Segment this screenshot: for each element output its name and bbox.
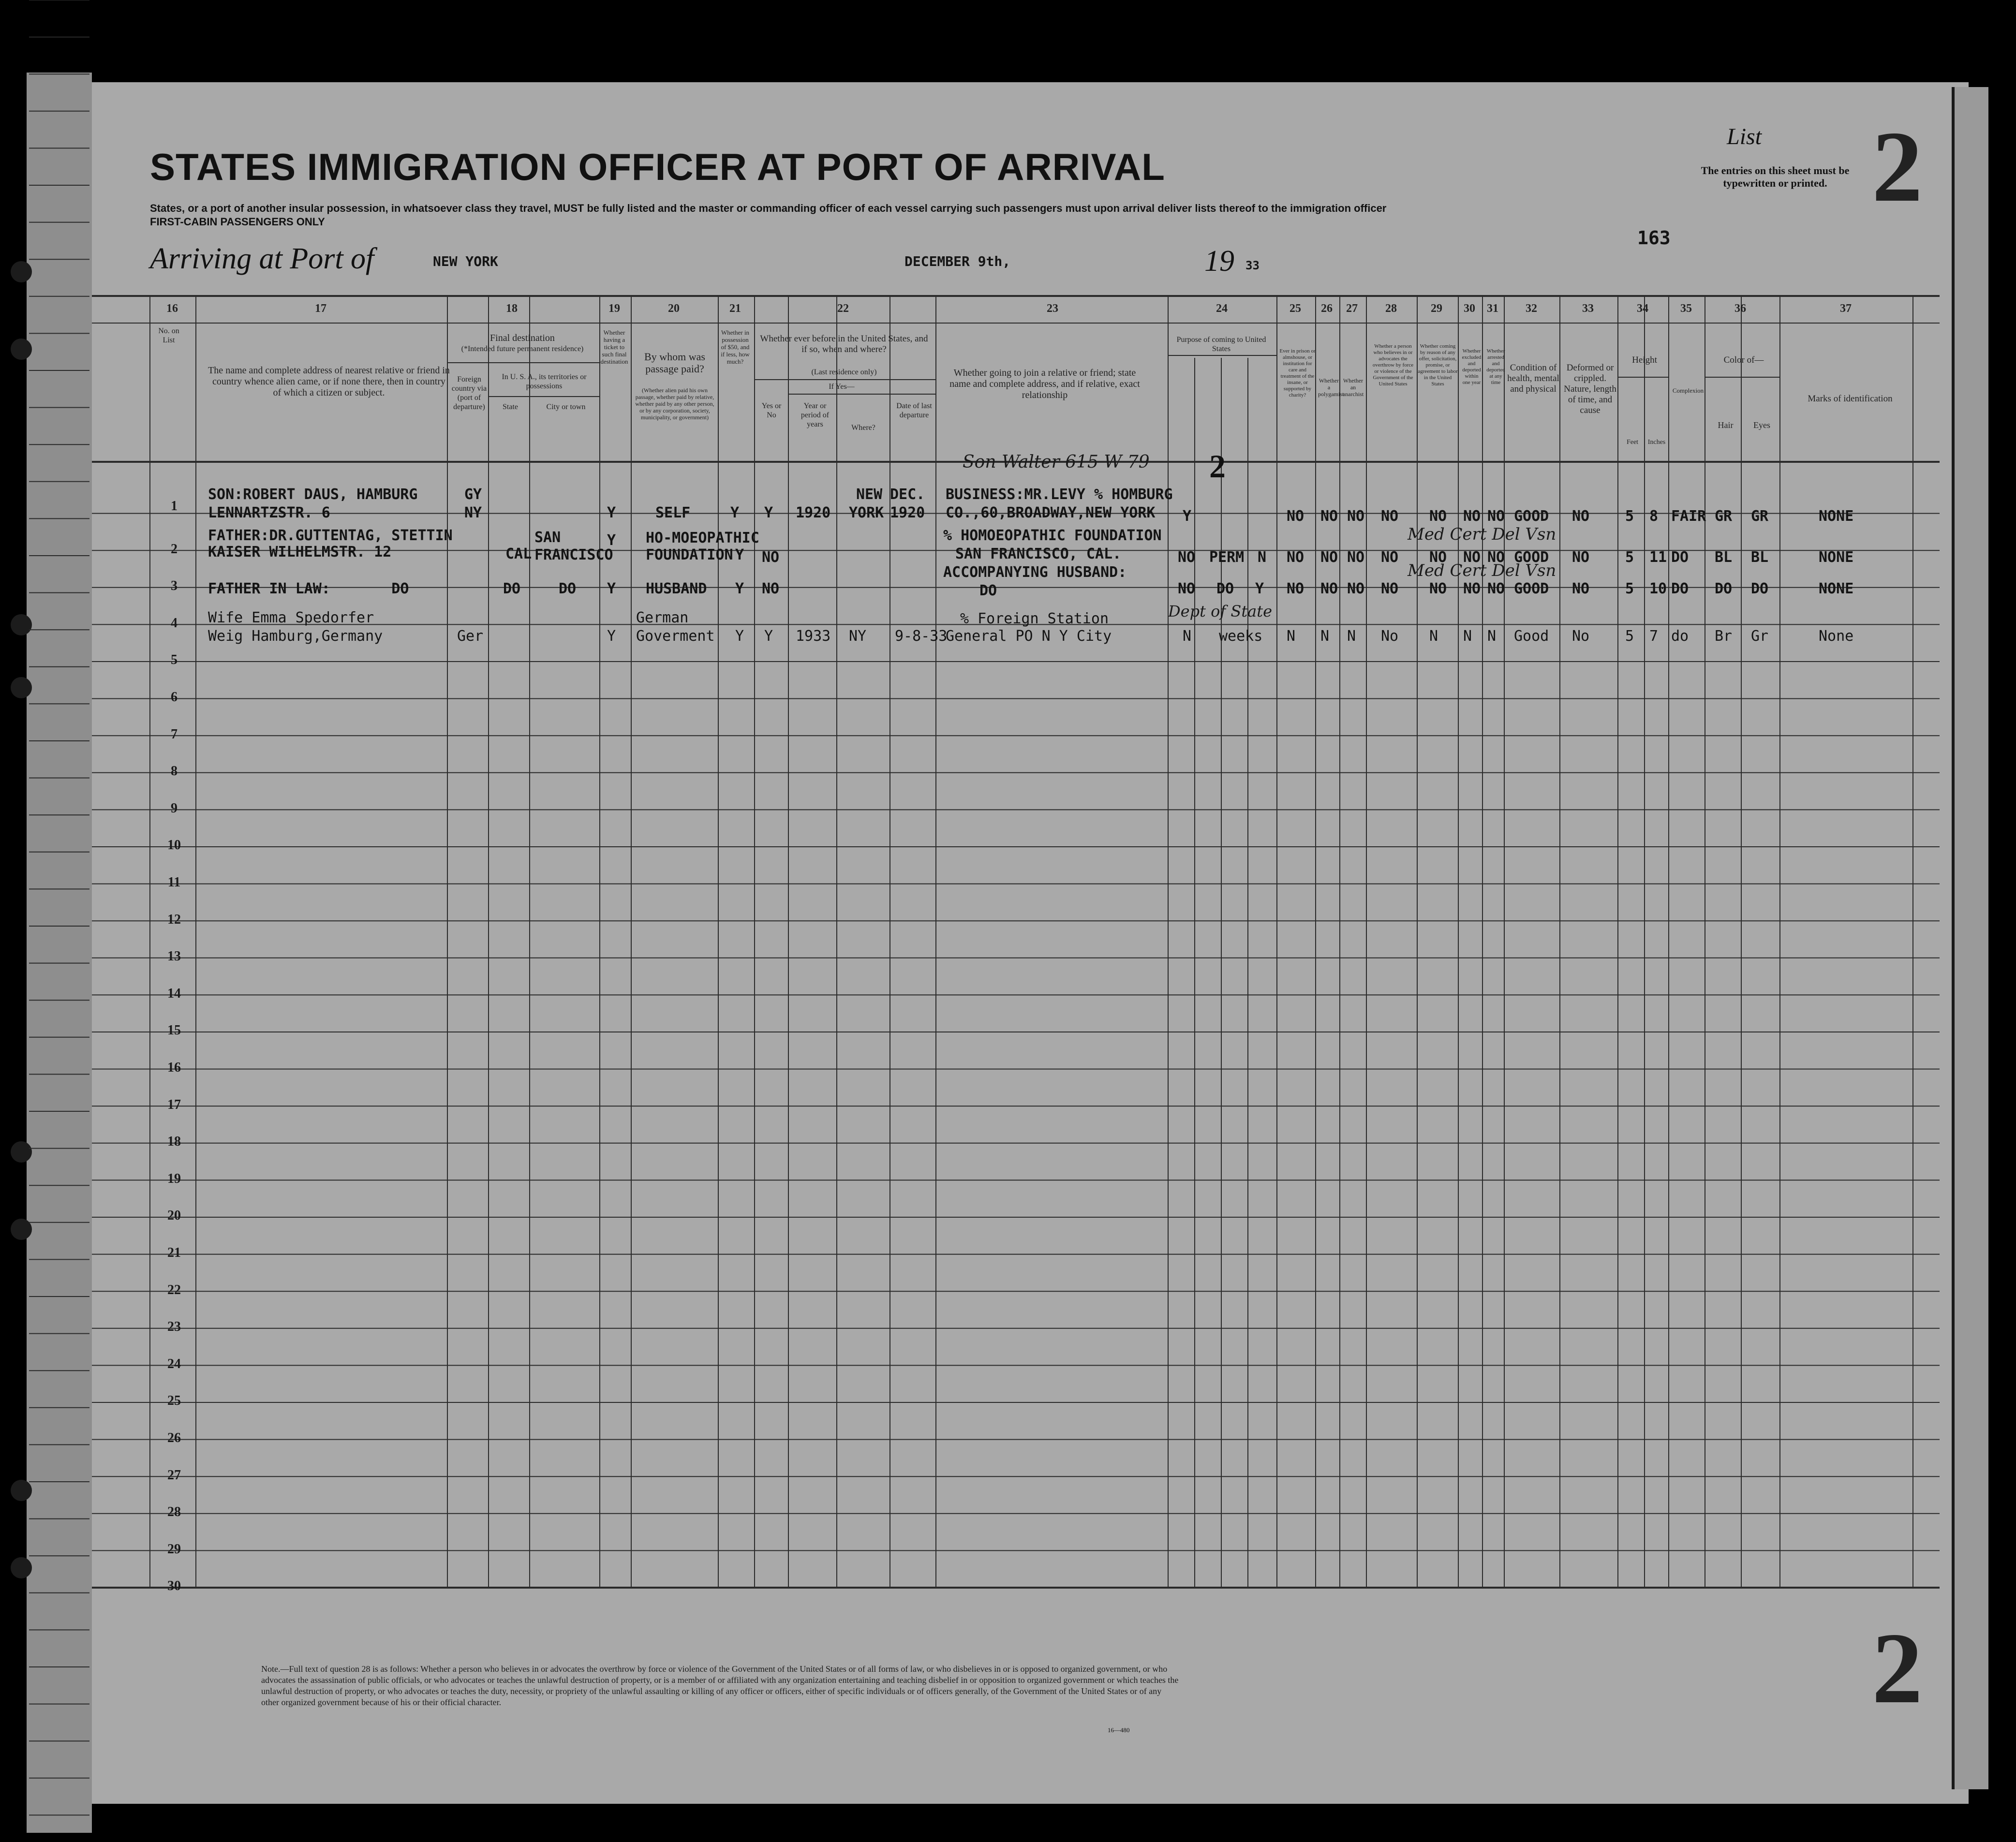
row-number: 23 <box>167 1319 181 1335</box>
header-health: Condition of health, mental and physical <box>1507 363 1559 394</box>
header-foreign-country: Foreign country via (port of departure) <box>451 375 487 411</box>
row-number: 14 <box>167 986 181 1001</box>
row1-inches: 8 <box>1649 508 1659 525</box>
row2-q26: NO <box>1320 549 1338 566</box>
row1-eyes: GR <box>1751 508 1769 525</box>
row1-departure-line1: DEC. <box>890 486 925 503</box>
row2-state: CAL <box>505 545 532 562</box>
row1-q30: NO <box>1463 508 1481 525</box>
row2-passage-line1: HO-MOEOPATHIC <box>646 530 759 546</box>
year-prefix: 19 <box>1204 245 1234 278</box>
row-number: 26 <box>167 1430 181 1445</box>
handwritten-row3-note: Med Cert Del Vsn <box>1408 561 1556 580</box>
row3-eyes: DO <box>1751 580 1769 597</box>
column-number: 31 <box>1487 302 1498 315</box>
column-number: 17 <box>315 302 326 315</box>
handwritten-two: 2 <box>1209 448 1226 485</box>
row4-feet: 5 <box>1625 628 1634 645</box>
row4-before: Y <box>764 628 773 645</box>
row1-q25: NO <box>1287 508 1304 525</box>
row1-q31: NO <box>1487 508 1505 525</box>
column-number: 28 <box>1385 302 1397 315</box>
row3-before: NO <box>762 580 780 597</box>
row1-complexion: FAIR <box>1671 508 1706 525</box>
row4-health: Good <box>1514 628 1549 645</box>
row1-q27: NO <box>1347 508 1365 525</box>
row1-joining-line1: BUSINESS:MR.LEVY % HOMBURG <box>946 486 1173 503</box>
list-number: 2 <box>1872 111 1923 223</box>
row4-year: 1933 <box>796 628 831 645</box>
header-before-us: Whether ever before in the United States, and if so, when and where? <box>760 334 928 354</box>
column-number: 37 <box>1840 302 1852 315</box>
row1-q26: NO <box>1320 508 1338 525</box>
column-number: 26 <box>1321 302 1333 315</box>
row1-foreign-line1: GY <box>464 486 482 503</box>
row3-purpose3: Y <box>1255 580 1264 597</box>
row3-health: GOOD <box>1514 580 1549 597</box>
row2-marks: NONE <box>1819 549 1854 566</box>
row2-hair: BL <box>1715 549 1733 566</box>
entries-note: The entries on this sheet must be typewritten or printed. <box>1701 164 1850 189</box>
form-code: 16—480 <box>1108 1726 1130 1734</box>
row2-q31: NO <box>1487 549 1505 566</box>
header-passage: By whom was passage paid? <box>644 351 705 375</box>
row4-relative-line2: Weig Hamburg,Germany <box>208 628 383 645</box>
row3-ticket: Y <box>607 580 616 597</box>
column-number: 19 <box>608 302 620 315</box>
row-number: 17 <box>167 1097 181 1112</box>
row4-q29: N <box>1429 628 1438 645</box>
column-number: 21 <box>729 302 741 315</box>
row4-relative-line1: Wife Emma Spedorfer <box>208 609 374 626</box>
row3-deformed: NO <box>1572 580 1590 597</box>
row1-where-line1: NEW <box>856 486 883 503</box>
row4-passage-line1: German <box>636 609 689 626</box>
header-polygamist: Whether a polygamist <box>1318 377 1344 398</box>
row1-before: Y <box>764 504 773 521</box>
header-where: Where? <box>851 424 875 432</box>
row2-joining-line1: % HOMOEOPATHIC FOUNDATION <box>943 527 1162 544</box>
row2-q30: NO <box>1463 549 1481 566</box>
header-before-us-sub: (Last residence only) <box>811 368 877 376</box>
row3-passage: HUSBAND <box>646 580 707 597</box>
row-number: 7 <box>171 726 178 742</box>
row1-passage: SELF <box>655 504 691 521</box>
row2-ticket: Y <box>607 532 616 549</box>
header-feet: Feet <box>1626 439 1639 446</box>
row2-q25: NO <box>1287 549 1304 566</box>
row-number: 2 <box>171 541 178 557</box>
row-number: 22 <box>167 1282 181 1297</box>
header-q30: Whether excluded and deported within one year <box>1462 348 1482 385</box>
header-year-period: Year or period of years <box>800 402 830 428</box>
header-deformed: Deformed or crippled. Nature, length of time, and cause <box>1564 363 1616 415</box>
row4-deformed: No <box>1572 628 1590 645</box>
header-marks: Marks of identification <box>1808 394 1893 404</box>
row-number: 20 <box>167 1208 181 1223</box>
row2-complexion: DO <box>1671 549 1689 566</box>
column-number: 35 <box>1680 302 1692 315</box>
handwritten-son-walter: Son Walter 615 W 79 <box>963 452 1150 472</box>
row4-purpose2: weeks <box>1219 628 1263 645</box>
column-number: 16 <box>166 302 178 315</box>
header-joining: Whether going to join a relative or friend; state name and complete address, and if relative, exact relationship <box>949 368 1140 400</box>
row2-passage-line2: FOUNDATION <box>646 546 733 563</box>
row-number: 12 <box>167 912 181 927</box>
row1-q29: NO <box>1429 508 1447 525</box>
row1-where-line2: YORK <box>849 504 884 521</box>
row4-q31: N <box>1487 628 1497 645</box>
row-number: 28 <box>167 1504 181 1520</box>
row-number: 13 <box>167 949 181 964</box>
row3-city: DO <box>559 580 577 597</box>
column-number: 34 <box>1637 302 1648 315</box>
row2-relative-line2: KAISER WILHELMSTR. 12 <box>208 544 392 560</box>
header-complexion: Complexion <box>1672 387 1704 394</box>
header-no-on-list: No. on List <box>158 327 179 344</box>
handwritten-row2-note: Med Cert Del Vsn <box>1408 525 1556 544</box>
row3-fifty: Y <box>735 580 744 597</box>
header-fifty: Whether in possession of $50, and if less, how much? <box>721 329 750 365</box>
column-number: 33 <box>1582 302 1594 315</box>
sheet-number: 163 <box>1637 227 1671 249</box>
row2-inches: 11 <box>1649 549 1667 566</box>
row-number: 24 <box>167 1356 181 1371</box>
row-number: 4 <box>171 615 178 631</box>
header-anarchist: Whether an anarchist <box>1342 377 1364 398</box>
header-final-destination: Final destination <box>490 333 555 343</box>
column-number: 25 <box>1290 302 1301 315</box>
row1-purpose: Y <box>1183 508 1192 525</box>
row1-departure-line2: 1920 <box>890 504 925 521</box>
row1-relative-line1: SON:ROBERT DAUS, HAMBURG <box>208 486 418 503</box>
column-number: 30 <box>1464 302 1475 315</box>
row2-purpose3: N <box>1258 549 1267 566</box>
row-number: 8 <box>171 764 178 779</box>
row-number: 9 <box>171 800 178 816</box>
instruction-text: States, or a port of another insular possession, in whatsoever class they travel, MUST be fully listed and the master or commanding officer of each vessel carrying such passengers must upon arrival deliver lists thereof to the immigration officer <box>150 202 1387 214</box>
row-number: 6 <box>171 690 178 705</box>
header-yes-no: Yes or No <box>761 402 782 419</box>
column-number: 29 <box>1431 302 1442 315</box>
row-number: 5 <box>171 652 178 668</box>
row4-q27: N <box>1347 628 1356 645</box>
row4-hair: Br <box>1715 628 1733 645</box>
row3-q25: NO <box>1287 580 1304 597</box>
row2-q29: NO <box>1429 549 1447 566</box>
page-title: STATES IMMIGRATION OFFICER AT PORT OF ARRIVAL <box>150 146 1165 188</box>
row3-q30: NO <box>1463 580 1481 597</box>
column-number: 32 <box>1526 302 1537 315</box>
column-number: 23 <box>1047 302 1058 315</box>
header-final-destination-sub: (*Intended future permanent residence) <box>461 345 584 353</box>
row2-relative-line1: FATHER:DR.GUTTENTAG, STETTIN <box>208 527 453 544</box>
cabin-class: FIRST-CABIN PASSENGERS ONLY <box>150 216 325 228</box>
row3-complexion: DO <box>1671 580 1689 597</box>
row2-deformed: NO <box>1572 549 1590 566</box>
row1-hair: GR <box>1715 508 1733 525</box>
row4-inches: 7 <box>1649 628 1659 645</box>
header-inches: Inches <box>1647 439 1666 446</box>
column-number: 36 <box>1734 302 1746 315</box>
header-ticket: Whether having a ticket to such final destination <box>600 329 628 365</box>
row2-purpose: NO <box>1178 549 1196 566</box>
footer-note: Note.—Full text of question 28 is as follows: Whether a person who believes in or advocates the overthrow by force or violence of the Government of the United States or of all forms of law, or who disbelieves in or is opposed to organized government, or who advocates the assassination of public officials, or who advocates or teaches the unlawful destruction of property, or is a member of or affiliated with any organization entertaining and teaching disbelief in or opposition to organized government or which teaches the unlawful destruction of property, or who advocates or teaches the duty, necessity, or propriety of the unlawful assaulting or killing of any officer or officers, either of specific individuals or of officers generally, of the Government of the United States or of any other organized government because of his or their official character. <box>261 1664 1179 1707</box>
header-passage-sub: (Whether alien paid his own passage, whether paid by relative, whether paid by any other person, or by any corporation, society, municipality, or government) <box>635 387 714 421</box>
row2-q28: NO <box>1381 549 1399 566</box>
row1-deformed: NO <box>1572 508 1590 525</box>
column-number: 27 <box>1346 302 1358 315</box>
row1-ticket: Y <box>607 504 616 521</box>
row4-complexion: do <box>1671 628 1689 645</box>
header-date-departure: Date of last departure <box>896 402 932 419</box>
row2-eyes: BL <box>1751 549 1769 566</box>
row3-state: DO <box>503 580 521 597</box>
row4-q30: N <box>1463 628 1472 645</box>
row3-feet: 5 <box>1625 580 1634 597</box>
row3-relative: FATHER IN LAW: DO <box>208 580 409 597</box>
row2-joining-line2: SAN FRANCISCO, CAL. <box>955 545 1122 562</box>
header-height: Height <box>1632 355 1657 365</box>
port-value: NEW YORK <box>433 253 498 269</box>
row2-health: GOOD <box>1514 549 1549 566</box>
date-value: DECEMBER 9th, <box>904 253 1011 269</box>
header-prison: Ever in prison or almshouse, or institution for care and treatment of the insane, or supported by charity? <box>1279 348 1316 398</box>
row-number: 3 <box>171 578 178 594</box>
row-number: 25 <box>167 1393 181 1409</box>
column-number: 18 <box>506 302 518 315</box>
row4-eyes: Gr <box>1751 628 1769 645</box>
header-in-usa: In U. S. A., its territories or possessions <box>502 373 587 390</box>
row1-health: GOOD <box>1514 508 1549 525</box>
row-number: 16 <box>167 1060 181 1075</box>
row4-fifty: Y <box>735 628 744 645</box>
column-number: 24 <box>1216 302 1228 315</box>
header-q31: Whether arrested and deported at any time <box>1486 348 1505 385</box>
row3-q26: NO <box>1320 580 1338 597</box>
footer-list-number: 2 <box>1872 1612 1923 1724</box>
header-q28: Whether a person who believes in or advocates the overthrow by force or violence of the Government of the United States <box>1372 343 1414 387</box>
row1-feet: 5 <box>1625 508 1634 525</box>
row3-purpose2: DO <box>1216 580 1234 597</box>
header-color-of: Color of— <box>1723 355 1764 365</box>
row3-q28: NO <box>1381 580 1399 597</box>
row1-relative-line2: LENNARTZSTR. 6 <box>208 504 330 521</box>
row1-year: 1920 <box>796 504 831 521</box>
row3-hair: DO <box>1715 580 1733 597</box>
row1-foreign-line2: NY <box>464 504 482 521</box>
row1-q28: NO <box>1381 508 1399 525</box>
row2-before: NO <box>762 549 780 566</box>
row-number: 18 <box>167 1134 181 1149</box>
row4-passage-line2: Goverment <box>636 628 715 645</box>
year-suffix: 33 <box>1245 259 1260 272</box>
header-eyes: Eyes <box>1753 420 1770 430</box>
row3-marks: NONE <box>1819 580 1854 597</box>
row2-fifty: Y <box>735 546 744 563</box>
row3-q27: NO <box>1347 580 1365 597</box>
header-purpose: Purpose of coming to United States <box>1176 336 1266 353</box>
row-number: 21 <box>167 1245 181 1260</box>
row4-foreign: Ger <box>457 628 484 645</box>
header-q29: Whether coming by reason of any offer, solicitation, promise, or agreement to labor in the United States <box>1418 343 1458 387</box>
row-number: 15 <box>167 1023 181 1038</box>
row2-city: SAN FRANCISCO <box>534 529 613 563</box>
row-number: 27 <box>167 1467 181 1483</box>
column-number: 20 <box>668 302 680 315</box>
arriving-label: Arriving at Port of <box>150 242 374 275</box>
handwritten-row4-note: Dept of State <box>1168 602 1273 620</box>
row3-q29: NO <box>1429 580 1447 597</box>
row4-q25: N <box>1287 628 1296 645</box>
list-label: List <box>1727 124 1762 149</box>
header-hair: Hair <box>1718 420 1734 430</box>
row-number: 19 <box>167 1171 181 1186</box>
row1-joining-line2: CO.,60,BROADWAY,NEW YORK <box>946 504 1156 521</box>
header-city: City or town <box>546 403 586 411</box>
row3-joining-line1: ACCOMPANYING HUSBAND: <box>943 564 1127 581</box>
header-relative: The name and complete address of nearest relative or friend in country whence alien came, or if none there, then in country of which a citizen or subject. <box>208 365 450 398</box>
header-if-yes: If Yes— <box>829 383 855 391</box>
row4-purpose: N <box>1183 628 1192 645</box>
column-number: 22 <box>837 302 849 315</box>
row4-joining-line2: General PO N Y City <box>946 628 1112 645</box>
row4-q28: No <box>1381 628 1399 645</box>
row-number: 1 <box>171 499 178 514</box>
row4-marks: None <box>1819 628 1854 645</box>
row3-joining-line2: DO <box>979 582 997 599</box>
row1-marks: NONE <box>1819 508 1854 525</box>
row4-where: NY <box>849 628 867 645</box>
row4-ticket: Y <box>607 628 616 645</box>
row4-q26: N <box>1320 628 1330 645</box>
row2-purpose2: PERM <box>1209 549 1245 566</box>
row3-purpose: NO <box>1178 580 1196 597</box>
row3-q31: NO <box>1487 580 1505 597</box>
row3-inches: 10 <box>1649 580 1667 597</box>
row-number: 11 <box>167 875 181 890</box>
row-number: 29 <box>167 1541 181 1557</box>
row-number: 10 <box>167 838 181 853</box>
row-number: 30 <box>167 1578 181 1594</box>
header-state: State <box>503 403 518 411</box>
row1-fifty: Y <box>730 504 740 521</box>
row2-feet: 5 <box>1625 549 1634 566</box>
row4-joining-line1: % Foreign Station <box>960 610 1109 627</box>
row4-departure: 9-8-33 <box>895 628 948 645</box>
row2-q27: NO <box>1347 549 1365 566</box>
